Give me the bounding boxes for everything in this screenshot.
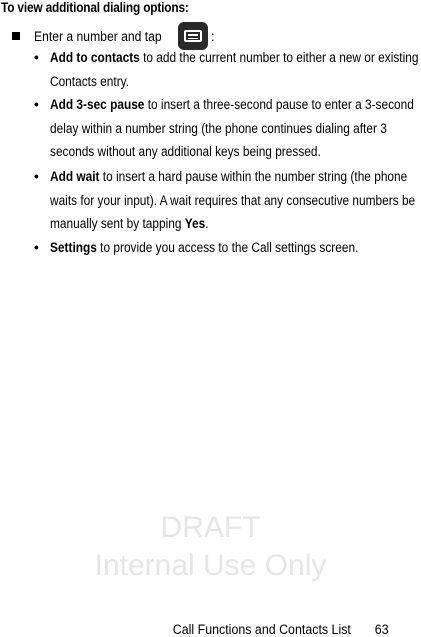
list-item (36, 46, 421, 93)
yes-term: Yes (184, 216, 206, 231)
square-bullet-icon (12, 32, 20, 40)
step-text: Enter a number and tap (34, 28, 162, 44)
watermark-line-2: Internal Use Only (94, 549, 327, 582)
page-footer (173, 622, 389, 637)
step-colon: : (210, 28, 215, 44)
section-heading: To view additional dialing options: (1, 0, 189, 15)
list-item (36, 165, 421, 236)
watermark-line-1: DRAFT (160, 511, 261, 544)
option-description: to provide you access to the Call settings screen. (96, 240, 359, 255)
bullet: • (34, 169, 39, 184)
bullet: • (34, 97, 39, 112)
page-number: 63 (375, 622, 389, 637)
option-add-3-sec-pause: Add 3-sec pause (50, 97, 145, 112)
option-description: to insert a hard pause within the number string (the phone waits for your input). A wait requires that any consecutive numbers be manually sent by tapping (50, 169, 416, 231)
option-settings: Settings (50, 240, 97, 255)
option-add-to-contacts: Add to contacts (50, 50, 140, 65)
list-item (36, 236, 421, 260)
period: . (205, 216, 209, 231)
option-add-wait: Add wait (50, 169, 100, 184)
option-description: to add the current number to either a new or existing Contacts entry. (50, 50, 419, 89)
bullet: • (34, 50, 39, 65)
bullet: • (34, 240, 39, 255)
list-item (36, 93, 421, 165)
options-list (36, 46, 421, 260)
option-description: to insert a three-second pause to enter a 3-second delay within a number string (the phone continues dialing after 3 seconds without any additional keys being pressed. (50, 97, 414, 159)
footer-section-title: Call Functions and Contacts List (173, 622, 352, 637)
